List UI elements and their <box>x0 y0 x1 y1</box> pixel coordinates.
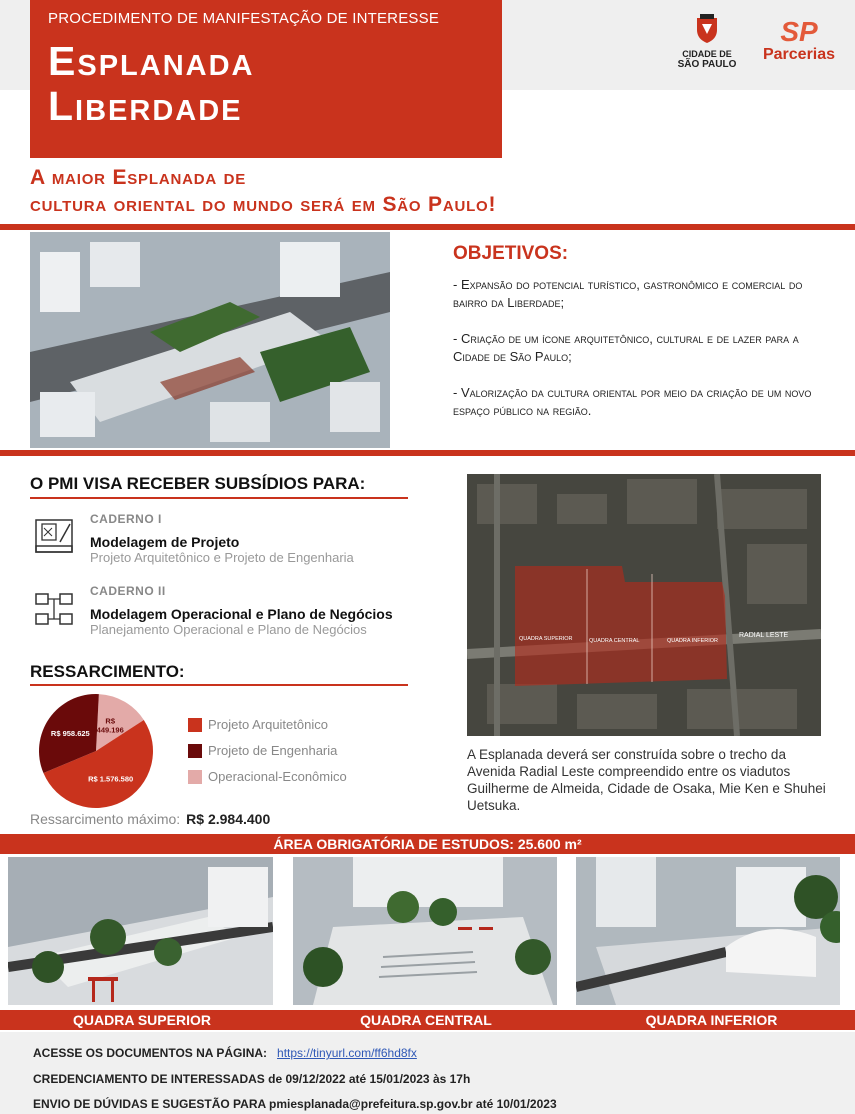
legend-swatch <box>188 770 202 784</box>
sp-parcerias-logo <box>756 18 842 64</box>
legend-label: Projeto Arquitetônico <box>208 717 328 732</box>
map-label: RADIAL LESTE <box>739 632 789 639</box>
legend-item <box>188 743 347 758</box>
legend-swatch <box>188 718 202 732</box>
max-value: R$ 2.984.400 <box>186 811 271 827</box>
pie-data-label: R$ 1.576.580 <box>88 774 134 784</box>
ressarcimento-max <box>30 811 270 827</box>
area-bar: ÁREA OBRIGATÓRIA DE ESTUDOS: 25.600 m² <box>0 834 855 854</box>
legend-label: Operacional-Econômico <box>208 769 347 784</box>
objectives-list <box>453 276 833 438</box>
pie-legend <box>188 717 347 795</box>
divider <box>0 224 855 230</box>
page-title-line1: Esplanada <box>48 38 255 84</box>
kicker-text: PROCEDIMENTO DE MANIFESTAÇÃO DE INTERESSE <box>48 10 440 27</box>
subtitle <box>30 164 830 218</box>
objective-item: - Expansão do potencial turístico, gastronômico e comercial do bairro da Liberdade; <box>453 277 803 310</box>
caderno-2 <box>30 584 450 644</box>
pie-data-label: R$ <box>105 716 116 726</box>
ressarcimento-underline <box>30 684 408 686</box>
quadra-label: QUADRA SUPERIOR <box>0 1010 284 1030</box>
quadra-label: QUADRA CENTRAL <box>284 1010 568 1030</box>
title-box <box>30 0 502 158</box>
legend-swatch <box>188 744 202 758</box>
caderno-label: CADERNO II <box>90 584 166 598</box>
acesse-label: ACESSE OS DOCUMENTOS NA PÁGINA: <box>33 1046 268 1060</box>
partner-logos <box>672 14 842 74</box>
ressarcimento-heading: RESSARCIMENTO: <box>30 662 185 681</box>
caderno-label: CADERNO I <box>90 512 162 526</box>
blueprint-icon <box>32 516 76 556</box>
subtitle-line1: A maior Esplanada de <box>30 166 247 189</box>
page-title-line2: Liberdade <box>48 83 243 129</box>
quadra-inferior-render <box>576 857 840 1005</box>
caderno-title: Modelagem Operacional e Plano de Negócios <box>90 606 393 622</box>
caderno-subtitle: Projeto Arquitetônico e Projeto de Engenharia <box>90 550 354 565</box>
legend-item <box>188 717 347 732</box>
aerial-map-image <box>467 474 821 736</box>
flowchart-icon <box>32 590 76 630</box>
pie-data-label: R$ 958.625 <box>50 728 90 738</box>
footer-acesse <box>33 1046 417 1060</box>
city-logo-line1: CIDADE DE <box>682 49 732 59</box>
hero-render-image <box>30 232 390 448</box>
quadra-label: QUADRA INFERIOR <box>568 1010 855 1030</box>
map-label: QUADRA SUPERIOR <box>519 636 573 642</box>
city-crest-icon <box>694 14 720 44</box>
pie-data-label: 449.196 <box>96 725 124 735</box>
footer-credenciamento: CREDENCIAMENTO DE INTERESSADAS de 09/12/2022 até 15/01/2023 às 17h <box>33 1072 471 1086</box>
caderno-subtitle: Planejamento Operacional e Plano de Negócios <box>90 622 367 637</box>
city-logo-line2: SÃO PAULO <box>677 59 737 70</box>
documents-link[interactable]: https://tinyurl.com/ff6hd8fx <box>277 1046 417 1060</box>
map-label: QUADRA INFERIOR <box>667 638 719 644</box>
city-logo <box>672 14 742 70</box>
legend-label: Projeto de Engenharia <box>208 743 338 758</box>
objective-item: - Valorização da cultura oriental por meio da criação de um novo espaço público na região. <box>453 385 812 418</box>
legend-item <box>188 769 347 784</box>
ressarcimento-pie-chart <box>38 693 158 809</box>
max-label: Ressarcimento máximo: <box>30 811 181 827</box>
pmi-heading-underline <box>30 497 408 499</box>
objective-item: - Criação de um ícone arquitetônico, cultural e de lazer para a Cidade de São Paulo; <box>453 331 799 364</box>
caderno-1 <box>30 512 450 572</box>
subtitle-line2: cultura oriental do mundo será em São Paulo! <box>30 193 497 216</box>
footer-envio: ENVIO DE DÚVIDAS E SUGESTÃO PARA pmiesplanada@prefeitura.sp.gov.br até 10/01/2023 <box>33 1097 557 1111</box>
map-description: A Esplanada deverá ser construída sobre o trecho da Avenida Radial Leste compreendido entre os viadutos Guilherme de Almeida, Cidade de Osaka, Mie Ken e Shuhei Uetsuka. <box>467 747 826 813</box>
page-title <box>48 39 484 129</box>
pmi-heading: O PMI VISA RECEBER SUBSÍDIOS PARA: <box>30 474 366 493</box>
sp-logo-mark: SP <box>780 16 818 47</box>
parcerias-logo-text: Parcerias <box>762 46 836 63</box>
divider <box>0 450 855 456</box>
quadra-central-render <box>293 857 557 1005</box>
quadra-superior-render <box>8 857 273 1005</box>
objectives-heading: OBJETIVOS: <box>453 243 569 264</box>
map-label: QUADRA CENTRAL <box>589 638 640 644</box>
caderno-title: Modelagem de Projeto <box>90 534 240 550</box>
